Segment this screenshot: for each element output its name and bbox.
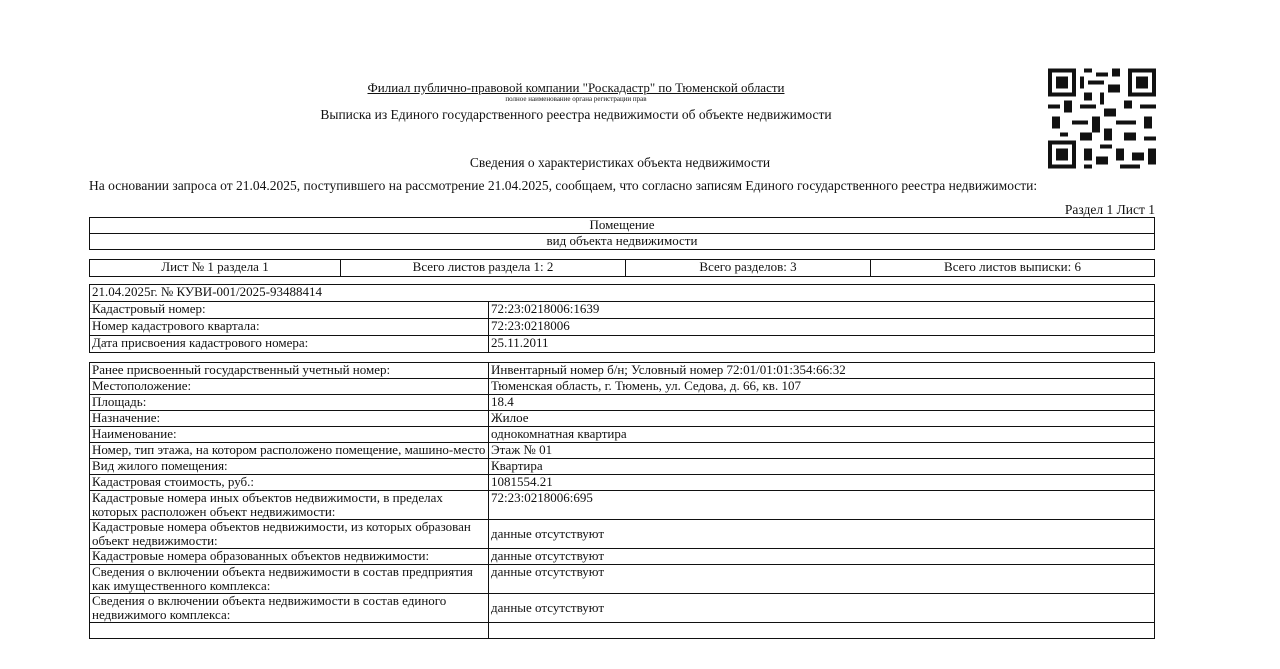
- row-value: 25.11.2011: [489, 336, 1155, 353]
- row-value: Этаж № 01: [489, 443, 1155, 459]
- row-label: Сведения о включении объекта недвижимости в состав предприятия как имущественного комплекса:: [90, 565, 489, 594]
- table-row: [90, 623, 1155, 639]
- row-label: Наименование:: [90, 427, 489, 443]
- qr-code-icon: [1048, 68, 1156, 169]
- table-row: [90, 459, 1155, 475]
- row-value: Инвентарный номер б/н; Условный номер 72:01/01:01:354:66:32: [489, 363, 1155, 379]
- row-value: данные отсутствуют: [489, 549, 1155, 565]
- table-row: [90, 475, 1155, 491]
- sheet-info-table: [89, 259, 1155, 277]
- table-row: [90, 363, 1155, 379]
- row-value: 72:23:0218006: [489, 319, 1155, 336]
- table-row: [90, 565, 1155, 594]
- table-row: [90, 411, 1155, 427]
- table-row: [90, 520, 1155, 549]
- object-type-value: Помещение: [90, 218, 1155, 234]
- row-value: Тюменская область, г. Тюмень, ул. Седова, д. 66, кв. 107: [489, 379, 1155, 395]
- sheets-total: Всего листов выписки: 6: [871, 260, 1155, 277]
- basis-statement: На основании запроса от 21.04.2025, поступившего на рассмотрение 21.04.2025, сообщаем, что согласно записям Единого государственного реестра недвижимости:: [89, 178, 1038, 193]
- record-id: 21.04.2025г. № КУВИ-001/2025-93488414: [90, 285, 1155, 302]
- row-value: 72:23:0218006:1639: [489, 302, 1155, 319]
- row-value: Жилое: [489, 411, 1155, 427]
- row-value: однокомнатная квартира: [489, 427, 1155, 443]
- row-label: Вид жилого помещения:: [90, 459, 489, 475]
- section-label: Раздел 1 Лист 1: [1064, 202, 1155, 217]
- table-row: [90, 549, 1155, 565]
- section-subtitle: Сведения о характеристиках объекта недвижимости: [469, 155, 771, 170]
- row-value: 1081554.21: [489, 475, 1155, 491]
- row-label: Кадастровая стоимость, руб.:: [90, 475, 489, 491]
- table-row: [90, 302, 1155, 319]
- row-value: данные отсутствуют: [489, 520, 1155, 549]
- row-value: данные отсутствуют: [489, 565, 1155, 594]
- table-row: [90, 443, 1155, 459]
- sheet-number: Лист № 1 раздела 1: [90, 260, 341, 277]
- row-label: Ранее присвоенный государственный учетный номер:: [90, 363, 489, 379]
- object-type-caption: вид объекта недвижимости: [90, 234, 1155, 250]
- table-row: [90, 427, 1155, 443]
- row-label-cut: [90, 623, 489, 639]
- row-value: 72:23:0218006:695: [489, 491, 1155, 520]
- table-row: [90, 395, 1155, 411]
- table-row: [90, 594, 1155, 623]
- table-row: [90, 379, 1155, 395]
- document-title: Выписка из Единого государственного реестра недвижимости об объекте недвижимости: [320, 107, 832, 122]
- table-row: [90, 336, 1155, 353]
- object-type-table: [89, 217, 1155, 250]
- row-label: Кадастровые номера объектов недвижимости, из которых образован объект недвижимости:: [90, 520, 489, 549]
- table-row: [90, 491, 1155, 520]
- row-label: Площадь:: [90, 395, 489, 411]
- row-label: Дата присвоения кадастрового номера:: [90, 336, 489, 353]
- row-label: Местоположение:: [90, 379, 489, 395]
- row-value: данные отсутствуют: [489, 594, 1155, 623]
- row-label: Кадастровые номера иных объектов недвижимости, в пределах которых расположен объект недвижимости:: [90, 491, 489, 520]
- row-label: Кадастровый номер:: [90, 302, 489, 319]
- row-value: Квартира: [489, 459, 1155, 475]
- row-label: Сведения о включении объекта недвижимости в состав единого недвижимого комплекса:: [90, 594, 489, 623]
- organization-caption: полное наименование органа регистрации прав: [505, 95, 647, 103]
- row-label: Назначение:: [90, 411, 489, 427]
- sheets-in-section: Всего листов раздела 1: 2: [341, 260, 626, 277]
- table-row: [90, 319, 1155, 336]
- row-label: Номер, тип этажа, на котором расположено помещение, машино-место: [90, 443, 489, 459]
- row-value-cut: [489, 623, 1155, 639]
- sections-total: Всего разделов: 3: [626, 260, 871, 277]
- row-label: Номер кадастрового квартала:: [90, 319, 489, 336]
- characteristics-table: [89, 362, 1155, 639]
- row-label: Кадастровые номера образованных объектов недвижимости:: [90, 549, 489, 565]
- organization-name: Филиал публично-правовой компании "Роскадастр" по Тюменской области: [367, 80, 785, 95]
- cadastral-info-table: [89, 284, 1155, 353]
- row-value: 18.4: [489, 395, 1155, 411]
